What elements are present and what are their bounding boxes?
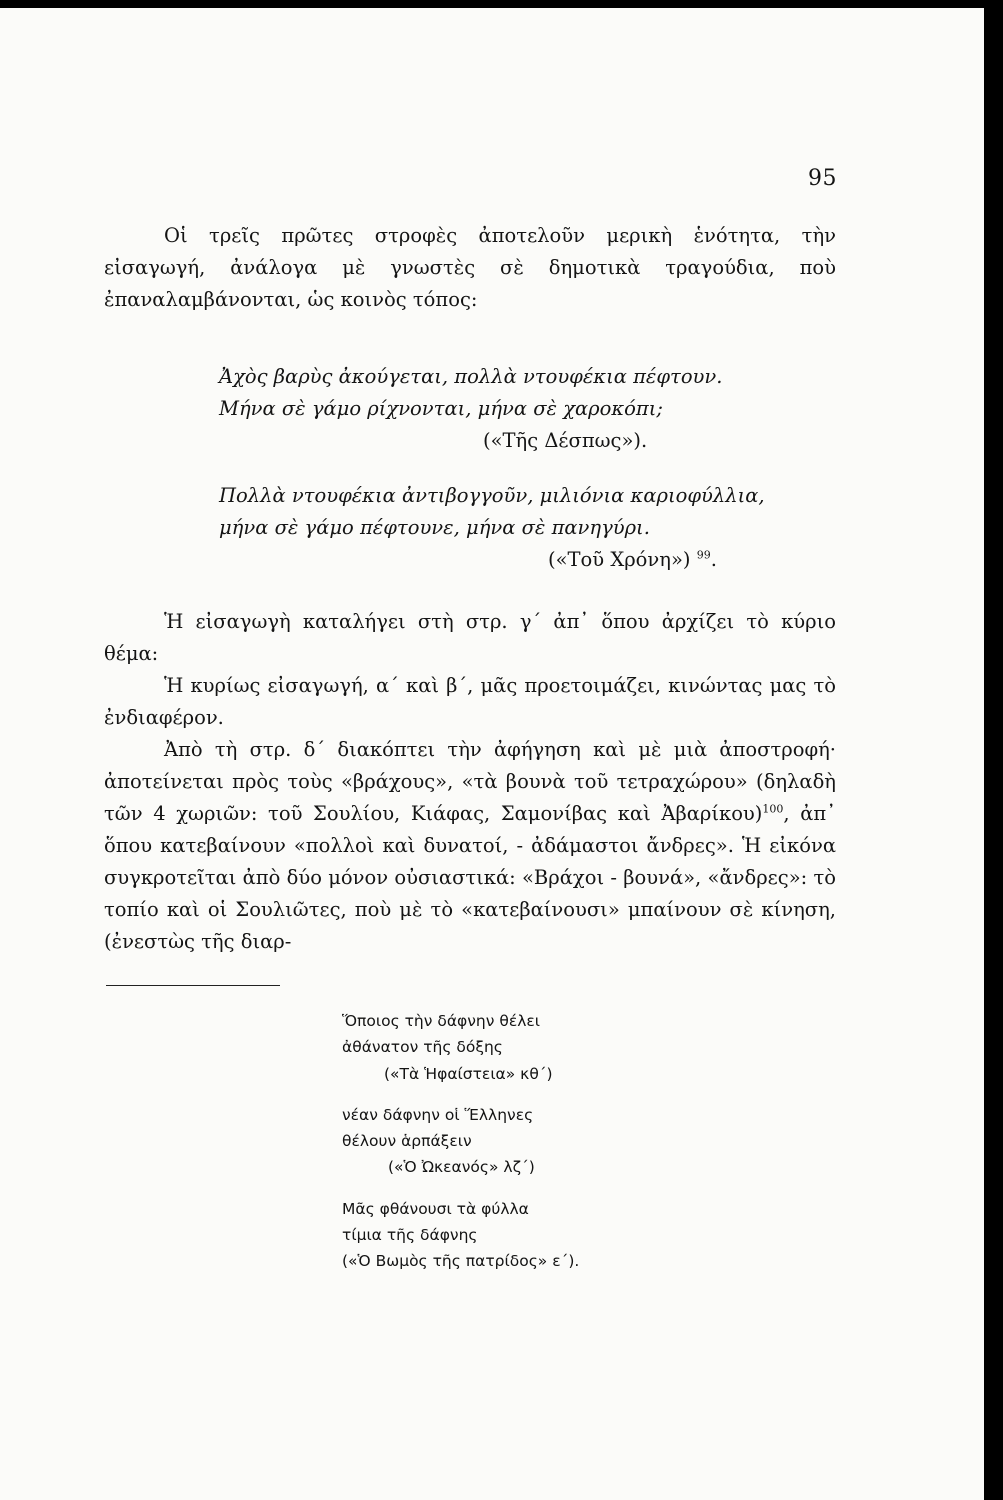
paragraph-1-block <box>104 220 836 316</box>
footnote-separator <box>106 985 280 986</box>
verse-2-source: («Τοῦ Χρόνη») <box>548 548 691 571</box>
paragraph-4-part-b: , ἀπ᾿ ὅπου κατεβαίνουν «πολλοὶ καὶ δυνατοί, - ἀδάμαστοι ἄνδρες». Ἡ εἰκόνα συγκροτεῖται ἀπὸ δύο μόνον οὐσιαστικά: «Βράχοι - βουνά», «ἄνδρες»: τὸ τοπίο καὶ οἱ Σουλιῶτες, ποὺ μὲ τὸ «κατεβαίνουσι» μπαίνουν σὲ κίνηση, (ἐνεστὼς τῆς διαρ- <box>104 802 836 953</box>
paragraph-1: Οἱ τρεῖς πρῶτες στροφὲς ἀποτελοῦν μερικὴ ἑνότητα, τὴν εἰσαγωγή, ἀνάλογα μὲ γνωστὲς σὲ δημοτικὰ τραγούδια, ποὺ ἐπαναλαμβάνονται, ὡς κοινὸς τόπος: <box>104 224 836 311</box>
footnote-stanza-2-line-1: νέαν δάφνην οἱ Ἕλληνες <box>342 1106 534 1124</box>
verse-2-line-2: μήνα σὲ γάμο πέφτουνε, μήνα σὲ πανηγύρι. <box>219 516 650 539</box>
main-text-block <box>104 606 836 958</box>
footnote-stanza-1-line-2: ἀθάνατον τῆς δόξης <box>342 1038 503 1056</box>
footnote-stanza-1-line-1: Ὅποιος τὴν δάφνην θέλει <box>342 1012 540 1030</box>
verse-1-source: («Τῆς Δέσπως»). <box>483 429 648 452</box>
paragraph-4-part-a: Ἀπὸ τὴ στρ. δ΄ διακόπτει τὴν ἀφήγηση καὶ μὲ μιὰ ἀποστροφή· ἀποτείνεται πρὸς τοὺς «βράχους», «τὰ βουνὰ τοῦ τετραχώρου» (δηλαδὴ τῶν 4 χωριῶν: τοῦ Σουλίου, Κιάφας, Σαμονίβας καὶ Ἀβαρίκου) <box>104 738 836 825</box>
verse-2-source-line <box>548 544 717 576</box>
verse-1-line-1: Ἀχὸς βαρὺς ἀκούγεται, πολλὰ ντουφέκια πέφτουν. <box>219 365 723 388</box>
verse-2-source-end: . <box>710 548 717 571</box>
verse-1-line-2: Μήνα σὲ γάμο ρίχνονται, μήνα σὲ χαροκόπι; <box>219 397 663 420</box>
footnote-stanza-3-line-2: τίμια τῆς δάφνης <box>342 1226 478 1244</box>
footnote-ref-100: 100 <box>762 802 784 816</box>
paragraph-3: Ἡ κυρίως εἰσαγωγή, α΄ καὶ β΄, μᾶς προετοιμάζει, κινώντας μας τὸ ἐνδιαφέρον. <box>104 674 836 729</box>
verse-2-line-1: Πολλὰ ντουφέκια ἀντιβογγοῦν, μιλιόνια καριοφύλλια, <box>219 484 765 507</box>
footnote-ref-99: 99 <box>696 548 711 562</box>
footnote-stanza-2-line-2: θέλουν ἁρπάξειν <box>342 1132 472 1150</box>
paragraph-4 <box>104 734 836 958</box>
footnote-source-2: («Ὁ Ὠκεανός» λζ΄) <box>388 1158 535 1176</box>
footnote-stanza-3-line-1: Μᾶς φθάνουσι τὰ φύλλα <box>342 1200 529 1218</box>
footnote-source-1: («Τὰ Ἡφαίστεια» κθ΄) <box>384 1065 553 1083</box>
paragraph-2: Ἡ εἰσαγωγὴ καταλήγει στὴ στρ. γ΄ ἀπ᾿ ὅπου ἀρχίζει τὸ κύριο θέμα: <box>104 610 836 665</box>
page-number: 95 <box>808 166 837 191</box>
footnote-source-3: («Ὁ Βωμὸς τῆς πατρίδος» ε΄). <box>342 1252 580 1270</box>
